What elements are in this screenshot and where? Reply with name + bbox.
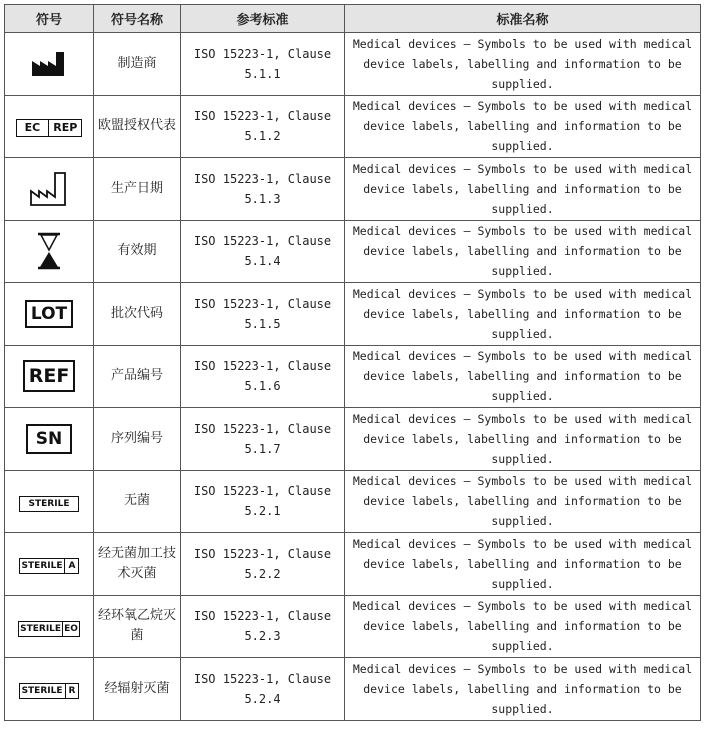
table-row (5, 595, 701, 658)
ref-icon: REF (23, 360, 76, 392)
symbol-name: 欧盟授权代表 (94, 95, 181, 158)
table-row (5, 533, 701, 596)
sterile-r-icon (19, 683, 80, 699)
symbol-cell (5, 283, 94, 346)
header-reference-standard: 参考标准 (181, 5, 345, 33)
header-row (5, 5, 701, 33)
sterile-eo-icon (18, 621, 80, 637)
icon-text: A (64, 559, 78, 573)
symbol-name: 经无菌加工技术灭菌 (94, 533, 181, 596)
reference-standard: ISO 15223-1, Clause 5.2.3 (181, 595, 345, 658)
sterile-a-icon (19, 558, 80, 574)
table-row (5, 95, 701, 158)
reference-standard: ISO 15223-1, Clause 5.2.1 (181, 470, 345, 533)
icon-text: EC (24, 120, 41, 134)
symbol-name: 经环氧乙烷灭菌 (94, 595, 181, 658)
standard-title: Medical devices — Symbols to be used with medical device labels, labelling and information to be supplied. (345, 533, 701, 596)
standard-title: Medical devices — Symbols to be used with medical device labels, labelling and information to be supplied. (345, 408, 701, 471)
header-symbol-name: 符号名称 (94, 5, 181, 33)
symbol-cell (5, 595, 94, 658)
symbol-cell (5, 470, 94, 533)
standard-title: Medical devices — Symbols to be used with medical device labels, labelling and information to be supplied. (345, 95, 701, 158)
symbols-table (4, 4, 701, 721)
icon-text: STERILE (21, 561, 63, 572)
reference-standard: ISO 15223-1, Clause 5.2.4 (181, 658, 345, 721)
manufacturer-icon (31, 51, 67, 77)
reference-standard: ISO 15223-1, Clause 5.1.1 (181, 33, 345, 96)
standard-title: Medical devices — Symbols to be used with medical device labels, labelling and information to be supplied. (345, 658, 701, 721)
standard-title: Medical devices — Symbols to be used with medical device labels, labelling and information to be supplied. (345, 595, 701, 658)
symbol-name: 序列编号 (94, 408, 181, 471)
icon-text: STERILE (20, 623, 62, 634)
symbol-name: 制造商 (94, 33, 181, 96)
table-row (5, 470, 701, 533)
symbol-name: 生产日期 (94, 158, 181, 221)
reference-standard: ISO 15223-1, Clause 5.1.4 (181, 220, 345, 283)
date-of-manufacture-icon (29, 171, 69, 207)
standard-title: Medical devices — Symbols to be used with medical device labels, labelling and information to be supplied. (345, 283, 701, 346)
lot-icon: LOT (25, 300, 73, 328)
symbol-name: 无菌 (94, 470, 181, 533)
standard-title: Medical devices — Symbols to be used with medical device labels, labelling and information to be supplied. (345, 33, 701, 96)
reference-standard: ISO 15223-1, Clause 5.1.6 (181, 345, 345, 408)
symbol-name: 批次代码 (94, 283, 181, 346)
table-row (5, 33, 701, 96)
table-row (5, 283, 701, 346)
table-row (5, 345, 701, 408)
symbol-cell (5, 345, 94, 408)
icon-text: STERILE (21, 686, 63, 697)
sn-icon: SN (26, 424, 72, 454)
table-row (5, 408, 701, 471)
reference-standard: ISO 15223-1, Clause 5.1.3 (181, 158, 345, 221)
symbol-cell (5, 408, 94, 471)
hourglass-icon (37, 232, 61, 270)
symbol-cell (5, 158, 94, 221)
icon-text: EO (64, 623, 78, 634)
icon-text: STERILE (28, 498, 70, 509)
header-standard-title: 标准名称 (345, 5, 701, 33)
standard-title: Medical devices — Symbols to be used with medical device labels, labelling and information to be supplied. (345, 345, 701, 408)
icon-text: R (65, 684, 79, 698)
symbol-name: 产品编号 (94, 345, 181, 408)
symbol-name: 有效期 (94, 220, 181, 283)
symbol-cell (5, 33, 94, 96)
reference-standard: ISO 15223-1, Clause 5.1.2 (181, 95, 345, 158)
reference-standard: ISO 15223-1, Clause 5.2.2 (181, 533, 345, 596)
standard-title: Medical devices — Symbols to be used with medical device labels, labelling and information to be supplied. (345, 220, 701, 283)
icon-text: REP (48, 120, 81, 136)
symbol-cell (5, 220, 94, 283)
symbol-cell (5, 533, 94, 596)
table-row (5, 158, 701, 221)
reference-standard: ISO 15223-1, Clause 5.1.7 (181, 408, 345, 471)
standard-title: Medical devices — Symbols to be used with medical device labels, labelling and information to be supplied. (345, 158, 701, 221)
symbol-cell (5, 658, 94, 721)
reference-standard: ISO 15223-1, Clause 5.1.5 (181, 283, 345, 346)
ec-rep-icon (16, 119, 83, 137)
table-row (5, 658, 701, 721)
table-row (5, 220, 701, 283)
sterile-icon (19, 496, 80, 512)
standard-title: Medical devices — Symbols to be used with medical device labels, labelling and information to be supplied. (345, 470, 701, 533)
symbol-cell (5, 95, 94, 158)
header-symbol: 符号 (5, 5, 94, 33)
symbol-name: 经辐射灭菌 (94, 658, 181, 721)
